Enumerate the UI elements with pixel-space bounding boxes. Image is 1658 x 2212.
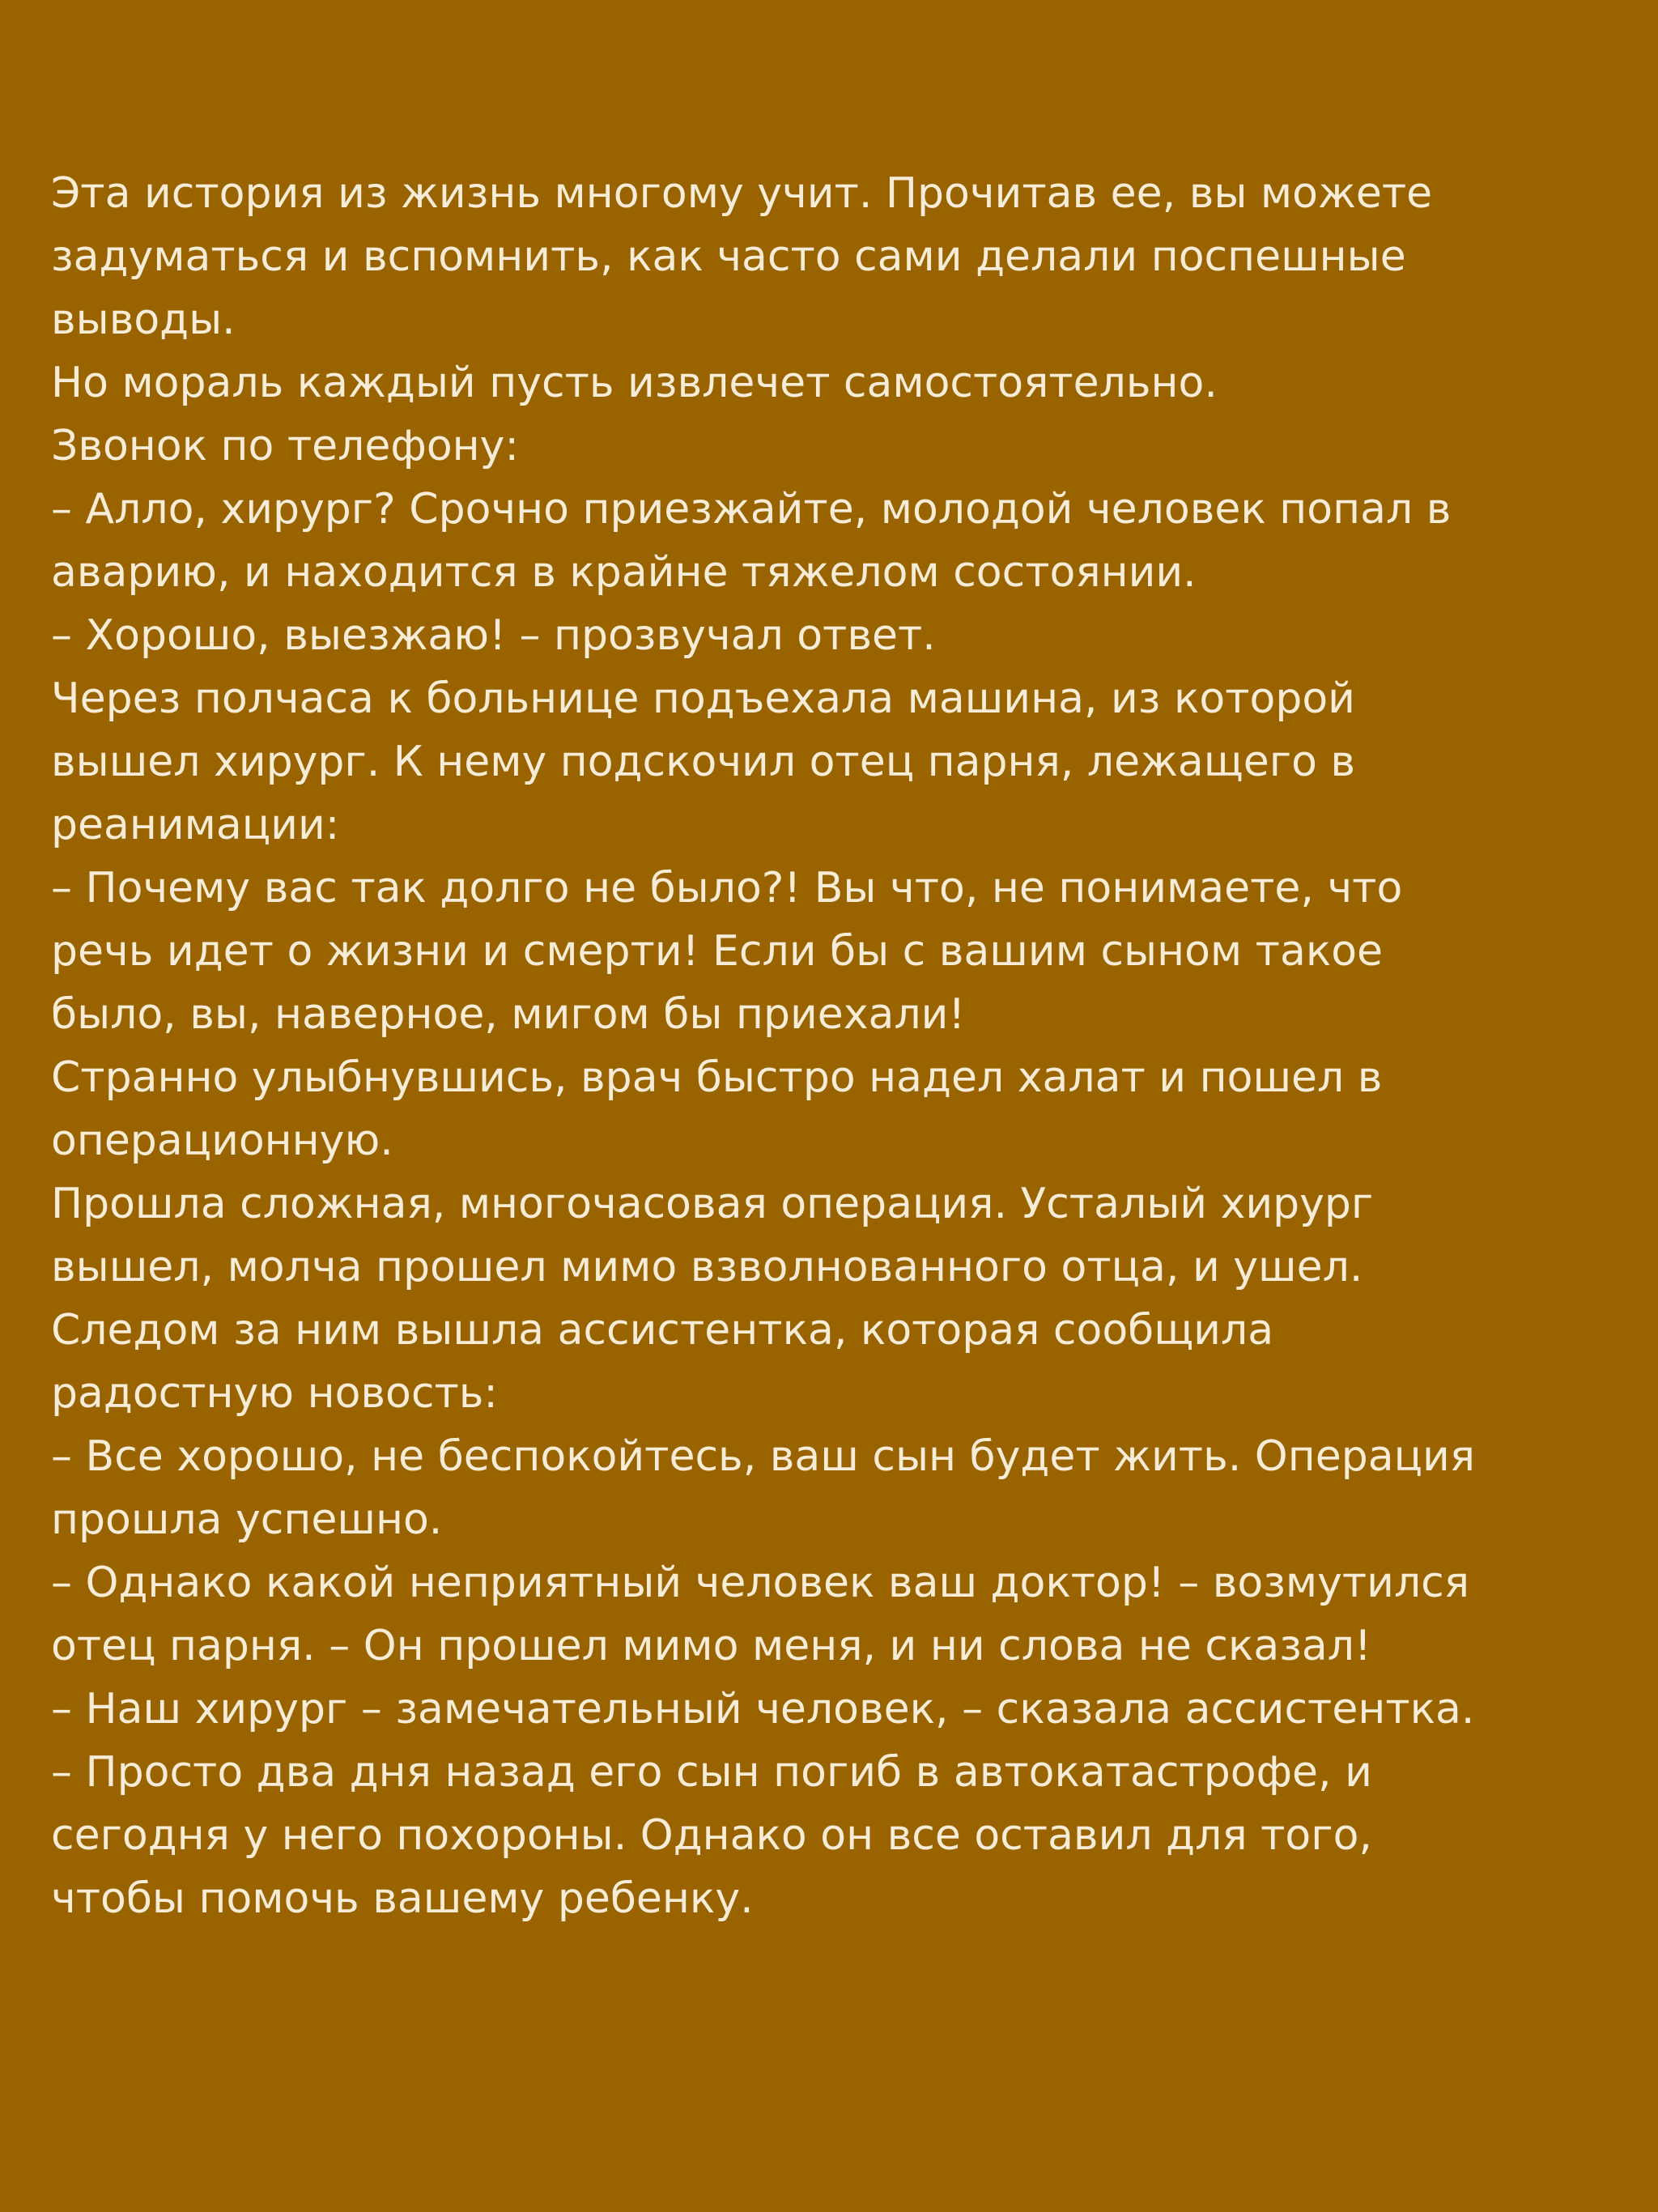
story-line-26: – Просто два дня назад его сын погиб в автокатастрофе, и [51,1748,1372,1797]
story-line-19: Следом за ним вышла ассистентка, которая сообщила [51,1306,1274,1355]
story-line-12: – Почему вас так долго не было?! Вы что, не понимаете, что [51,864,1403,912]
story-line-20: радостную новость: [51,1369,498,1418]
story-line-9: Через полчаса к больнице подъехала машина, из которой [51,674,1355,723]
story-line-6: – Алло, хирург? Срочно приезжайте, молодой человек попал в [51,485,1452,534]
story-line-1: Эта история из жизнь многому учит. Прочитав ее, вы можете [51,169,1433,218]
story-line-27: сегодня у него похороны. Однако он все оставил для того, [51,1811,1372,1860]
story-line-8: – Хорошо, выезжаю! – прозвучал ответ. [51,611,936,660]
story-line-21: – Все хорошо, не беспокойтесь, ваш сын будет жить. Операция [51,1432,1476,1481]
story-line-17: Прошла сложная, многочасовая операция. Усталый хирург [51,1180,1374,1228]
story-line-16: операционную. [51,1117,393,1165]
story-line-4: Но мораль каждый пусть извлечет самостоятельно. [51,359,1218,407]
story-line-7: аварию, и находится в крайне тяжелом состоянии. [51,548,1197,597]
story-text [51,162,1650,1930]
story-line-25: – Наш хирург – замечательный человек, – сказала ассистентка. [51,1685,1475,1733]
story-line-18: вышел, молча прошел мимо взволнованного отца, и ушел. [51,1243,1363,1291]
story-line-15: Странно улыбнувшись, врач быстро надел халат и пошел в [51,1053,1383,1102]
story-line-11: реанимации: [51,801,340,849]
story-line-24: отец парня. – Он прошел мимо меня, и ни слова не сказал! [51,1622,1371,1670]
story-line-28: чтобы помочь вашему ребенку. [51,1874,754,1923]
story-line-3: выводы. [51,296,236,344]
story-line-22: прошла успешно. [51,1495,443,1544]
story-line-14: было, вы, наверное, мигом бы приехали! [51,990,966,1039]
story-line-2: задуматься и вспомнить, как часто сами делали поспешные [51,232,1406,281]
story-line-23: – Однако какой неприятный человек ваш доктор! – возмутился [51,1559,1470,1607]
story-line-10: вышел хирург. К нему подскочил отец парня, лежащего в [51,738,1356,786]
story-line-5: Звонок по телефону: [51,422,519,470]
story-line-13: речь идет о жизни и смерти! Если бы с вашим сыном такое [51,927,1384,976]
